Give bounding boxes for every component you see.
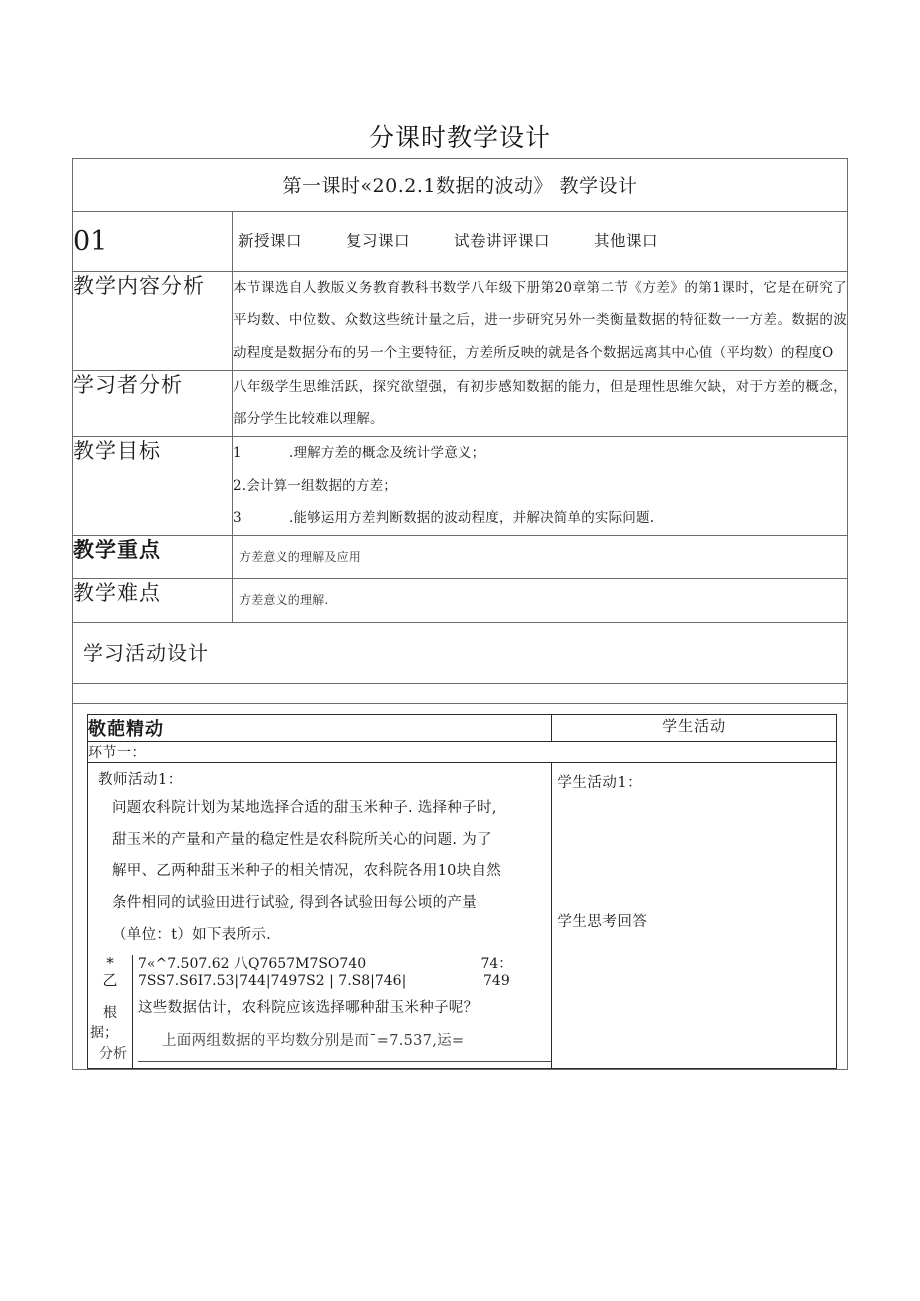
table-row [88, 972, 551, 989]
lesson-type-new[interactable]: 新授课口 [238, 232, 303, 250]
table-row-content-analysis [73, 271, 848, 370]
lesson-plan-table [72, 158, 848, 1070]
difficult-point-label: 教学难点 [73, 579, 233, 622]
problem-line: （单位：t）如下表所示. [112, 926, 272, 943]
lesson-type-options [233, 212, 848, 272]
lesson-subtitle: 第一课时«20.2.1数据的波动》 教学设计 [73, 159, 848, 212]
side-note-line-2: 据； [90, 1025, 118, 1042]
problem-line: 解甲、乙两种甜玉米种子的相关情况，农科院各用10块自然 [112, 863, 502, 880]
student-activity-header: 学生活动 [552, 714, 837, 741]
table-row-lesson-type [73, 212, 848, 272]
lesson-type-other[interactable]: 其他课口 [594, 232, 659, 250]
question-text: 这些数据估计，农科院应该选择哪种甜玉米种子呢？ [138, 1000, 479, 1017]
table-row-difficult-point [73, 579, 848, 622]
objective-body: .能够运用方差判断数据的波动程度，并解决简单的实际问题. [289, 510, 655, 527]
student-activity-cell [552, 762, 837, 1068]
data-row-label: * [106, 954, 114, 973]
data-row-tail: 749 [483, 973, 510, 990]
yield-data-table [88, 955, 551, 989]
activity-container [73, 703, 848, 1069]
side-note [88, 989, 132, 1068]
student-think-text: 学生思考回答 [557, 913, 648, 930]
divider [138, 1061, 551, 1068]
objective-number: 1 [233, 445, 242, 462]
lesson-type-review[interactable]: 复习课口 [346, 232, 411, 250]
table-row-objectives [73, 437, 848, 536]
question-block [88, 989, 551, 1068]
average-text: 上面两组数据的平均数分别是而ˉ=7.537,运= [162, 1032, 465, 1049]
data-row-values: 7«^7.507.62 八Q7657M7SO740 [133, 955, 442, 972]
table-row-key-point [73, 536, 848, 579]
difficult-point-text: 方差意义的理解. [233, 579, 848, 622]
data-row-label: 乙 [102, 971, 118, 990]
learner-analysis-text: 八年级学生思维活跃，探究欲望强，有初步感知数据的能力，但是理性思维欠缺，对于方差的概念，部分学生比较难以理解。 [233, 370, 848, 436]
phase-label: 环节一： [88, 741, 837, 762]
activity-table [87, 714, 837, 1069]
key-point-label: 教学重点 [73, 536, 233, 579]
teacher-activity-cell [88, 762, 552, 1068]
objectives-text [233, 437, 848, 536]
question-content [132, 989, 551, 1068]
teacher-activity-header: 敬葩精动 [88, 714, 552, 741]
problem-line: 甜玉米的产量和产量的稳定性是农科院所关心的问题. 为了 [112, 831, 492, 848]
table-row-activity [73, 703, 848, 1069]
objective-number: 3 [233, 510, 242, 527]
objective-body: .理解方差的概念及统计学意义； [289, 445, 486, 462]
table-row [88, 955, 551, 972]
activity-header-row [88, 714, 837, 741]
side-note-line-3: 分析 [99, 1045, 127, 1062]
problem-line: 问题农科院计划为某地选择合适的甜玉米种子. 选择种子时, [112, 800, 497, 817]
table-row-spacer [73, 683, 848, 703]
objective-number: 2. [233, 477, 247, 494]
objective-item [233, 502, 847, 535]
objectives-label: 教学目标 [73, 437, 233, 536]
key-point-text: 方差意义的理解及应用 [233, 536, 848, 579]
table-row-activity-design-heading [73, 622, 848, 683]
activity-phase-row [88, 741, 837, 762]
activity-design-heading: 学习活动设计 [73, 622, 848, 683]
teacher-activity-label: 教师活动1： [98, 771, 183, 788]
lesson-number: 01 [73, 212, 233, 272]
activity-body-row [88, 762, 837, 1068]
content-analysis-label: 教学内容分析 [73, 271, 233, 370]
table-row-subtitle [73, 159, 848, 212]
data-row-tail: 74： [480, 956, 513, 973]
page-title: 分课时教学设计 [368, 123, 551, 152]
student-activity-label: 学生活动1： [557, 774, 643, 791]
learner-analysis-label: 学习者分析 [73, 370, 233, 436]
objective-item [233, 470, 847, 503]
objective-body: 会计算一组数据的方差； [246, 477, 397, 494]
objective-item [233, 437, 847, 470]
spacer [73, 683, 848, 703]
side-note-line-1: 根 [103, 1005, 117, 1022]
data-row-values: 7SS7.S6I7.53|744|7497S2 | 7.S8|746| [133, 972, 442, 989]
table-row-learner-analysis [73, 370, 848, 436]
lesson-type-exam-review[interactable]: 试卷讲评课口 [454, 232, 551, 250]
problem-line: 条件相同的试验田进行试验, 得到各试验田每公顷的产量 [112, 895, 478, 912]
content-analysis-text: 本节课选自人教版义务教育教科书数学八年级下册第20章第二节《方差》的第1课时，它是在研究了平均数、中位数、众数这些统计量之后，进一步研究另外一类衡量数据的特征数一一方差。数据的波动程度是数据分布的另一个主要特征，方差所反映的就是各个数据远离其中心值（平均数）的程度O [233, 271, 848, 370]
